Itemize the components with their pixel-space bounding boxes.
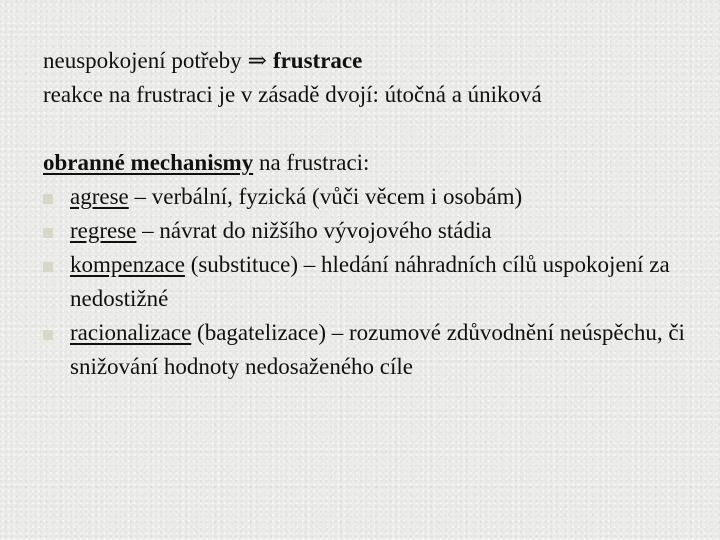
frustration-cause-text: neuspokojení potřeby — [43, 48, 242, 73]
item-description: – verbální, fyzická (vůči věcem i osobám) — [128, 184, 523, 209]
list-item-racionalizace — [43, 316, 703, 384]
list-item-regrese — [43, 214, 703, 248]
spacer — [43, 112, 703, 146]
item-term: racionalizace — [70, 320, 192, 345]
square-bullet-icon — [43, 330, 53, 340]
defense-heading — [43, 146, 703, 180]
defense-heading-rest: na frustraci: — [253, 150, 370, 175]
item-term: agrese — [70, 184, 129, 209]
square-bullet-icon — [43, 194, 53, 204]
list-item-agrese — [43, 180, 703, 214]
frustration-term: frustrace — [272, 48, 363, 73]
item-term: kompenzace — [70, 252, 185, 277]
square-bullet-icon — [43, 262, 53, 272]
frustration-line — [43, 44, 703, 78]
reaction-line: reakce na frustraci je v zásadě dvojí: útočná a úniková — [43, 82, 542, 107]
item-description: – návrat do nižšího vývojového stádia — [136, 218, 492, 243]
item-description: (bagatelizace) – rozumové zdůvodnění neúspěchu, či snižování hodnoty nedosaženého cíle — [70, 320, 685, 379]
item-description: (substituce) – hledání náhradních cílů uspokojení za nedostižné — [70, 252, 670, 311]
item-term: regrese — [70, 218, 137, 243]
implies-arrow-icon: ⇒ — [247, 48, 267, 73]
square-bullet-icon — [43, 228, 53, 238]
list-item-kompenzace — [43, 248, 703, 316]
defense-mechanism-list — [43, 180, 703, 384]
slide-content — [43, 44, 703, 384]
defense-heading-term: obranné mechanismy — [43, 150, 254, 175]
